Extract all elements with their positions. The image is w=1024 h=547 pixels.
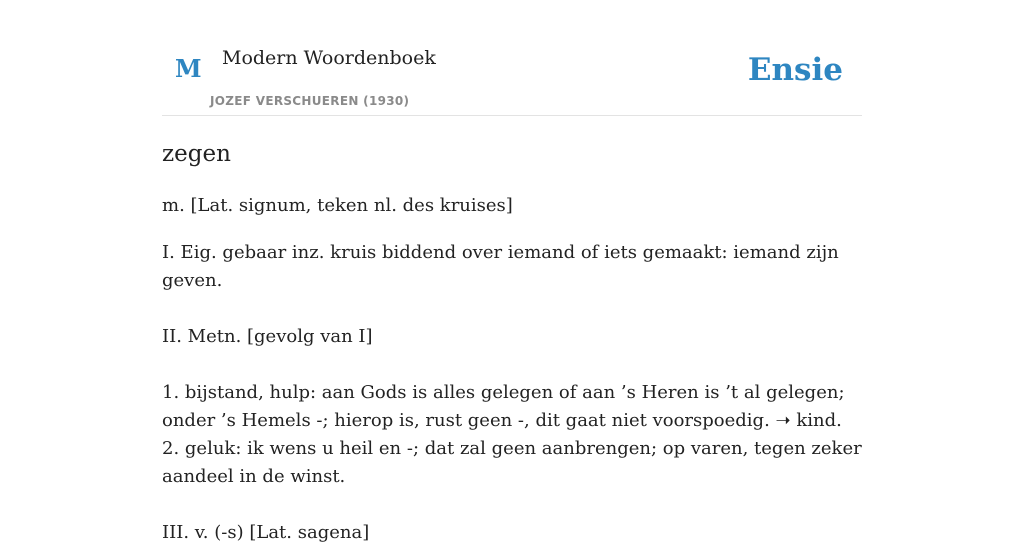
brand-logo[interactable]: Ensie [747, 52, 843, 88]
spacer [162, 351, 862, 379]
spacer [162, 220, 862, 239]
entry-body [162, 192, 862, 547]
book-title[interactable]: Modern Woordenboek [222, 47, 436, 69]
spacer [162, 491, 862, 519]
page-container [162, 0, 862, 543]
sense-3: III. v. (-s) [Lat. sagena] [162, 522, 370, 543]
book-logo[interactable]: M [175, 54, 202, 83]
sense-2-1: 1. bijstand, hulp: aan Gods is alles gelegen of aan ’s Heren is ’t al gelegen; onder ’s Hemels -; hierop is, rust geen -, dit gaat niet voorspoedig. ➝ kind. [162, 382, 845, 431]
sense-2: II. Metn. [gevolg van I] [162, 326, 373, 347]
headword: zegen [162, 141, 231, 167]
header [162, 0, 862, 116]
spacer [162, 295, 862, 323]
sense-1: I. Eig. gebaar inz. kruis biddend over iemand of iets gemaakt: iemand zijn geven. [162, 242, 839, 291]
etymology: m. [Lat. signum, teken nl. des kruises] [162, 195, 513, 216]
sense-2-2: 2. geluk: ik wens u heil en -; dat zal geen aanbrengen; op varen, tegen zeker aandeel in de winst. [162, 438, 862, 487]
book-author: JOZEF VERSCHUEREN (1930) [210, 94, 410, 108]
